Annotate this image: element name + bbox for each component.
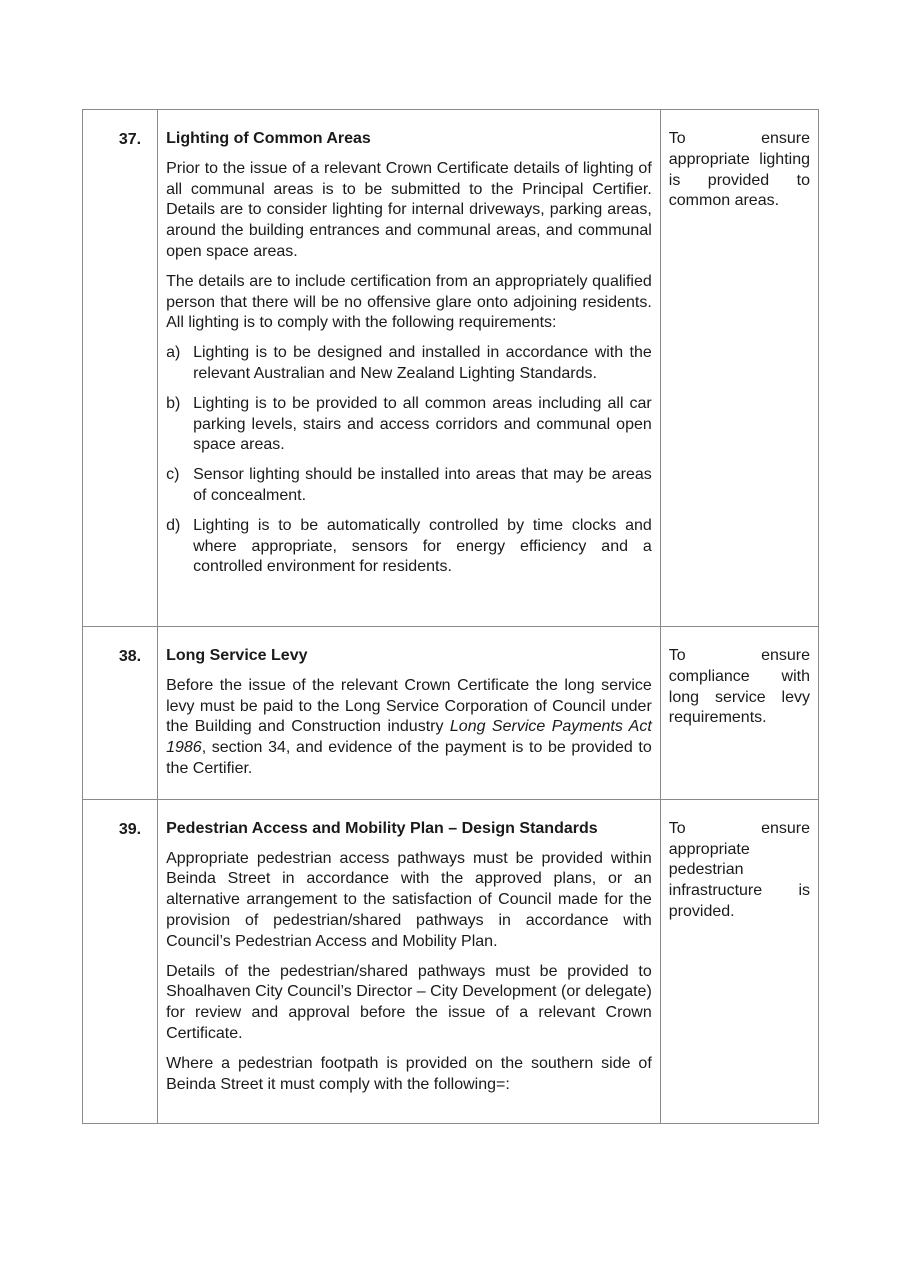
condition-paragraph: Prior to the issue of a relevant Crown Certificate details of lighting of all communal areas is to be submitted to the Principal Certifier. Details are to consider lighting for internal driveways, parking areas, around the building entrances and communal areas, and communal open space areas. xyxy=(166,159,652,260)
list-text: Lighting is to be designed and installed in accordance with the relevant Australian and New Zealand Lighting Standards. xyxy=(193,344,652,382)
paragraph-text: Before the issue of the relevant Crown Certificate the long service levy must be paid to the Long Service Corporation of Council under the Building and Construction industry xyxy=(166,676,652,736)
condition-reason: To ensure compliance with long service levy requirements. xyxy=(660,627,818,800)
condition-paragraph: Appropriate pedestrian access pathways must be provided within Beinda Street in accordance with the approved plans, or an alternative arrangement to the satisfaction of Council made for the provision of pedestrian/shared pathways in accordance with Council’s Pedestrian Access and Mobility Plan. xyxy=(166,849,652,950)
condition-title: Long Service Levy xyxy=(166,647,308,664)
condition-title: Pedestrian Access and Mobility Plan – Design Standards xyxy=(166,819,598,837)
condition-body xyxy=(158,627,661,800)
condition-reason: To ensure appropriate pedestrian infrastructure is provided. xyxy=(660,799,818,1123)
condition-number: 39. xyxy=(83,799,158,1123)
paragraph-text: , section 34, and evidence of the payment is to be provided to the Certifier. xyxy=(166,739,652,777)
condition-paragraph xyxy=(166,676,652,780)
condition-title: Lighting of Common Areas xyxy=(166,130,371,147)
list-marker: b) xyxy=(166,394,181,412)
list-text: Sensor lighting should be installed into areas that may be areas of concealment. xyxy=(193,466,652,504)
act-title: Long Service Payments Act 1986 xyxy=(166,718,652,757)
table-row xyxy=(83,799,819,1123)
list-item xyxy=(166,343,652,385)
list-item xyxy=(166,516,652,578)
list-item xyxy=(166,394,652,456)
list-marker: c) xyxy=(166,466,180,484)
list-marker: d) xyxy=(166,516,181,534)
condition-paragraph: Details of the pedestrian/shared pathways must be provided to Shoalhaven City Council’s Director – City Development (or delegate) for review and approval before the issue of a relevant Crown Certificate. xyxy=(166,962,652,1042)
condition-body xyxy=(158,110,661,627)
table-row xyxy=(83,627,819,800)
condition-paragraph: The details are to include certification from an appropriately qualified person that there will be no offensive glare onto adjoining residents. All lighting is to comply with the following requirements: xyxy=(166,272,652,332)
condition-paragraph: Where a pedestrian footpath is provided on the southern side of Beinda Street it must comply with the following=: xyxy=(166,1054,652,1093)
table-row xyxy=(83,110,819,627)
list-text: Lighting is to be provided to all common areas including all car parking levels, stairs and access corridors and communal open space areas. xyxy=(193,394,652,454)
list-text: Lighting is to be automatically controlled by time clocks and where appropriate, sensors for energy efficiency and a controlled environment for residents. xyxy=(193,516,652,576)
condition-reason: To ensure appropriate lighting is provided to common areas. xyxy=(660,110,818,627)
list-marker: a) xyxy=(166,344,181,362)
condition-number: 38. xyxy=(83,627,158,800)
condition-number: 37. xyxy=(83,110,158,627)
list-item xyxy=(166,465,652,507)
condition-body xyxy=(158,799,661,1123)
conditions-table xyxy=(82,109,819,1124)
